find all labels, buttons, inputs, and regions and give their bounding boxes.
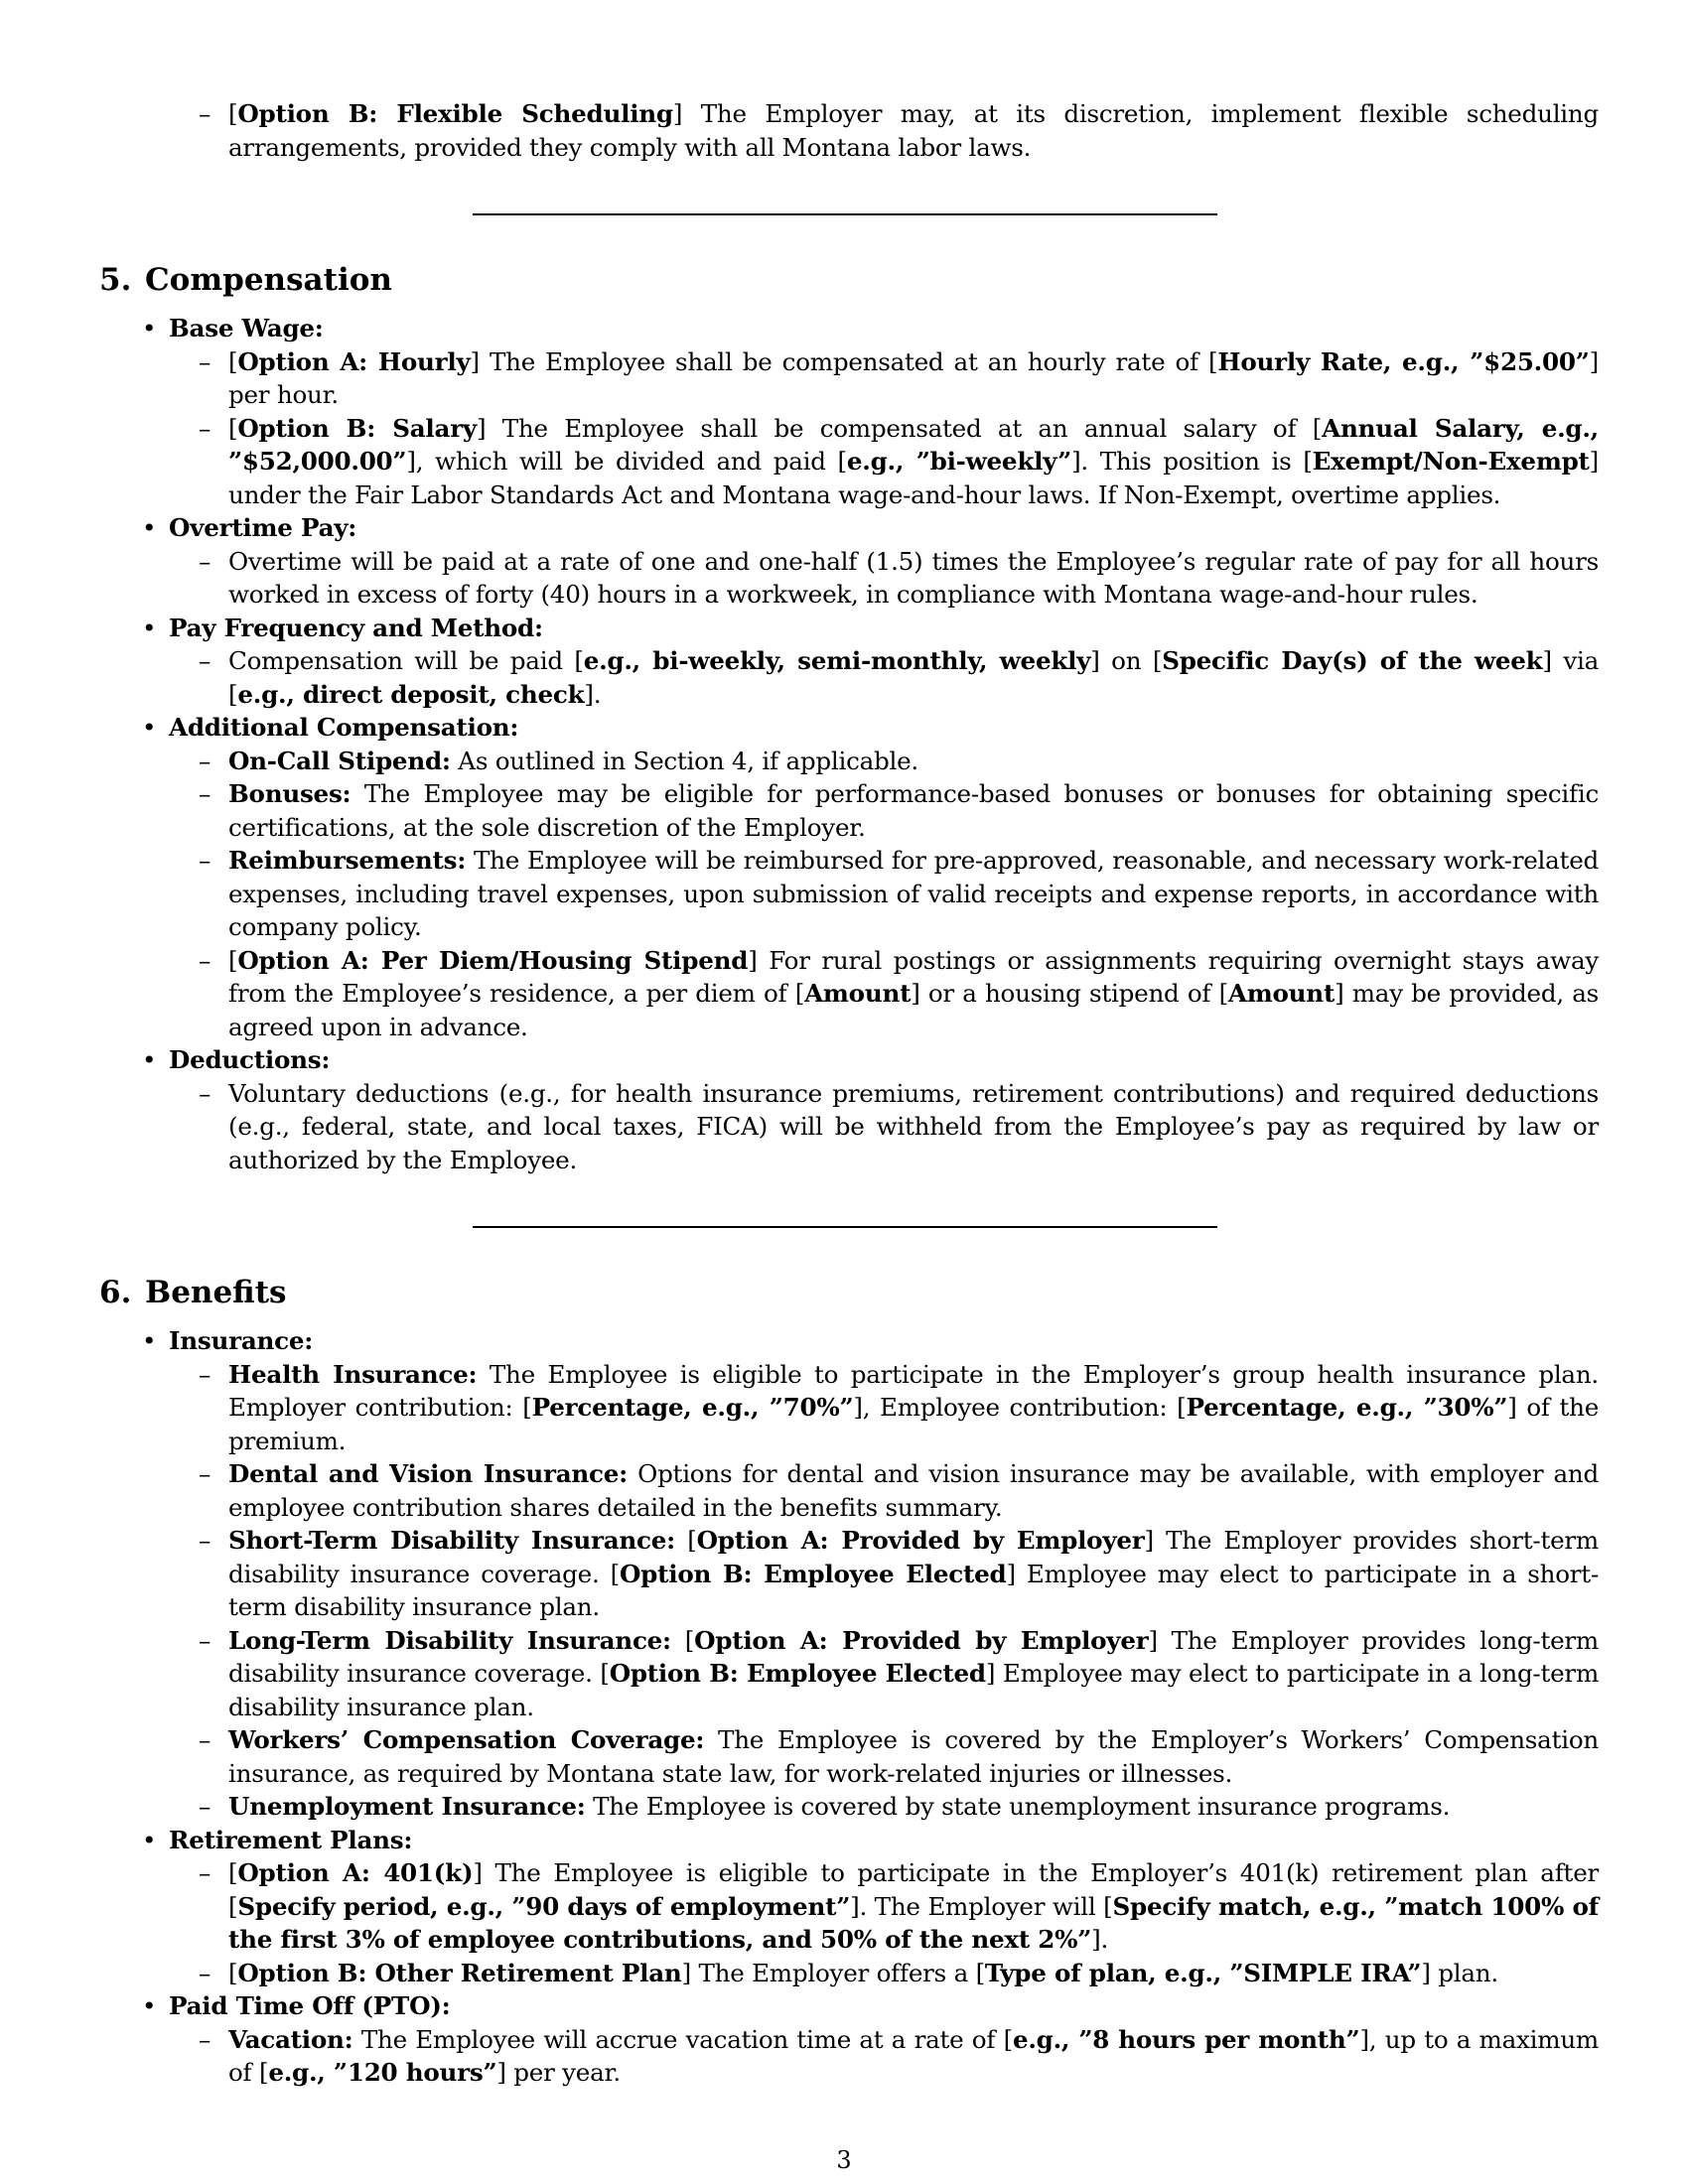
health-insurance-item: – Health Insurance: The Employee is eligible to participate in the Employer’s group health insurance plan. Employer contribution: [Percentage, e.g., ”70%”], Employee contribution: [Percentage, e.g., ”30%”] of the premium.	[228, 1358, 1599, 1458]
item-label: Reimbursements:	[228, 846, 467, 875]
placeholder-field: Annual Salary, e.g., ”$52,000.00”	[228, 413, 1599, 476]
option-label: Option A: Per Diem/Housing Stipend	[237, 945, 749, 975]
placeholder-field: Specify period, e.g., ”90 days of employment”	[237, 1891, 851, 1921]
placeholder-field: Specify match, e.g., ”match 100% of the first 3% of employee contributions, and 50% of the next 2%”	[228, 1891, 1599, 1954]
item-text: The Employee shall be compensated at an annual salary of	[486, 413, 1313, 443]
overtime-heading: • Overtime Pay:	[169, 511, 1599, 545]
item-text: , up to a maximum of	[228, 2024, 1599, 2087]
additional-compensation-heading: • Additional Compensation:	[169, 711, 1599, 745]
section-number: 6.	[99, 1275, 132, 1310]
section-title: Compensation	[145, 262, 392, 298]
item-label: Unemployment Insurance:	[228, 1792, 586, 1821]
overtime-item: – Overtime will be paid at a rate of one and one-half (1.5) times the Employee’s regular rate of pay for all hours worked in excess of forty (40) hours in a workweek, in compliance with Montana wage-and-hour rules.	[228, 545, 1599, 612]
option-label: Option A: 401(k)	[237, 1858, 474, 1887]
bonuses-item	[228, 777, 1599, 844]
placeholder-field: Amount	[804, 979, 912, 1008]
option-label: Option A: Provided by Employer	[694, 1625, 1149, 1655]
item-text: The Employee is eligible to participate in the Employer’s 401(k) retirement plan after	[482, 1858, 1600, 1887]
placeholder-field: e.g., ”120 hours”	[268, 2058, 497, 2087]
placeholder-field: Hourly Rate, e.g., ”$25.00”	[1217, 346, 1590, 376]
pay-frequency-item: – Compensation will be paid [e.g., bi-weekly, semi-monthly, weekly] on [Specific Day(s) of the week] via [e.g., direct deposit, check].	[228, 644, 1599, 711]
item-text: .	[1100, 1925, 1109, 1954]
item-text: The Employee is eligible to participate in the Employer’s group health insurance plan. Employer contribution:	[228, 1359, 1600, 1422]
item-label: Short-Term Disability Insurance:	[228, 1526, 676, 1555]
dental-vision-item	[228, 1457, 1599, 1524]
item-label: Workers’ Compensation Coverage:	[228, 1725, 705, 1754]
placeholder-field: Specific Day(s) of the week	[1162, 646, 1543, 675]
section-heading-benefits	[99, 1273, 1599, 1312]
flexible-scheduling-item: – [Option B: Flexible Scheduling] The Employer may, at its discretion, implement flexible scheduling arrangements, provided they comply with all Montana labor laws.	[228, 97, 1599, 164]
option-label: Option B: Other Retirement Plan	[237, 1958, 682, 1987]
placeholder-field: Amount	[1227, 979, 1336, 1008]
item-text: For rural postings or assignments requiring overnight stays away from the Employee’s residence, a per diem of	[228, 945, 1599, 1008]
other-retirement-option-item: – [Option B: Other Retirement Plan] The Employer offers a [Type of plan, e.g., ”SIMPLE IRA”] plan.	[228, 1957, 1599, 1990]
page-content	[99, 97, 1599, 2090]
item-text: The Employee will accrue vacation time at a rate of	[352, 2024, 1004, 2054]
base-wage-heading: • Base Wage:	[169, 312, 1599, 345]
item-label: Vacation:	[228, 2024, 353, 2054]
item-text: , which will be divided and paid	[415, 447, 838, 476]
item-text: via	[1551, 646, 1600, 675]
item-label: Bonuses:	[228, 779, 352, 808]
option-label: Option B: Employee Elected	[609, 1659, 986, 1688]
item-label: Long-Term Disability Insurance:	[228, 1625, 671, 1655]
reimbursements-item	[228, 844, 1599, 944]
401k-option-item: – [Option A: 401(k)] The Employee is eligible to participate in the Employer’s 401(k) retirement plan after [Specify period, e.g., ”90 days of employment”]. The Employer will [Specify match, e.g., ”match 100% of the first 3% of employee contributions, and 50% of the next 2%”].	[228, 1856, 1599, 1957]
insurance-heading: • Insurance:	[169, 1324, 1599, 1358]
item-text: may be provided, as agreed upon in advance.	[228, 979, 1599, 1041]
item-text: , Employee contribution:	[862, 1393, 1178, 1422]
placeholder-field: e.g., ”8 hours per month”	[1012, 2024, 1360, 2054]
placeholder-field: Percentage, e.g., ”70%”	[531, 1393, 854, 1422]
deductions-heading: • Deductions:	[169, 1043, 1599, 1077]
item-text: The Employee shall be compensated at an hourly rate of	[479, 346, 1209, 376]
deductions-item: – Voluntary deductions (e.g., for health insurance premiums, retirement contributions) and required deductions (e.g., federal, state, and local taxes, FICA) will be withheld from the Employee’s pay as required by law or authorized by the Employee.	[228, 1077, 1599, 1177]
option-label: Option B: Salary	[237, 413, 477, 443]
item-label: Health Insurance:	[228, 1359, 478, 1389]
page-number: 3	[836, 2146, 852, 2174]
item-label: On-Call Stipend:	[228, 746, 451, 775]
on-call-stipend-item	[228, 745, 1599, 778]
section-number: 5.	[99, 262, 132, 298]
placeholder-field: Type of plan, e.g., ”SIMPLE IRA”	[984, 1958, 1422, 1987]
item-text: The Employee may be eligible for performance-based bonuses or bonuses for obtaining specific certifications, at the sole discretion of the Employer.	[228, 779, 1599, 842]
workers-compensation-item	[228, 1723, 1599, 1790]
item-text: of the premium.	[228, 1393, 1599, 1455]
item-text: The Employer may, at its discretion, implement flexible scheduling arrangements, provided they comply with all Montana labor laws.	[228, 99, 1600, 162]
placeholder-field: Percentage, e.g., ”30%”	[1186, 1393, 1508, 1422]
placeholder-field: e.g., direct deposit, check	[237, 679, 585, 709]
item-text: Options for dental and vision insurance may be available, with employer and employee contribution shares detailed in the benefits summary.	[228, 1459, 1599, 1522]
item-text: per year.	[505, 2058, 621, 2087]
long-term-disability-item: – Long-Term Disability Insurance: [Option A: Provided by Employer] The Employer provides long-term disability insurance coverage. [Option B: Employee Elected] Employee may elect to participate in a long-term disability insurance plan.	[228, 1624, 1599, 1724]
short-term-disability-item: – Short-Term Disability Insurance: [Option A: Provided by Employer] The Employer provides short-term disability insurance coverage. [Option B: Employee Elected] Employee may elect to participate in a short-term disability insurance plan.	[228, 1524, 1599, 1624]
option-label: Option A: Provided by Employer	[696, 1526, 1145, 1555]
item-text: Employee may elect to participate in a long-term disability insurance plan.	[228, 1659, 1600, 1721]
section-divider	[473, 213, 1217, 215]
item-text: The Employee is covered by the Employer’s Workers’ Compensation insurance, as required by Montana state law, for work-related injuries or illnesses.	[228, 1725, 1599, 1788]
retirement-plans-heading: • Retirement Plans:	[169, 1824, 1599, 1857]
placeholder-field: Exempt/Non-Exempt	[1312, 447, 1590, 476]
vacation-item: – Vacation: The Employee will accrue vacation time at a rate of [e.g., ”8 hours per month”], up to a maximum of [e.g., ”120 hours”] per year.	[228, 2023, 1599, 2090]
item-text: The Employer provides short-term disability insurance coverage.	[228, 1526, 1599, 1588]
item-text: Employee may elect to participate in a short-term disability insurance plan.	[228, 1559, 1599, 1621]
salary-option-item: – [Option B: Salary] The Employee shall be compensated at an annual salary of [Annual Salary, e.g., ”$52,000.00”], which will be divided and paid [e.g., ”bi-weekly”]. This position is [Exempt/Non-Exempt] under the Fair Labor Standards Act and Montana wage-and-hour laws. If Non-Exempt, overtime applies.	[228, 412, 1599, 512]
option-label: Option A: Hourly	[237, 346, 471, 376]
pay-frequency-heading: • Pay Frequency and Method:	[169, 612, 1599, 645]
option-label: Option B: Employee Elected	[620, 1559, 1007, 1588]
item-text: on	[1099, 646, 1153, 675]
placeholder-field: e.g., ”bi-weekly”	[846, 447, 1072, 476]
item-label: Dental and Vision Insurance:	[228, 1459, 628, 1488]
pto-heading: • Paid Time Off (PTO):	[169, 1989, 1599, 2023]
unemployment-insurance-item	[228, 1790, 1599, 1824]
item-text: The Employer offers a	[690, 1958, 976, 1987]
per-diem-item: – [Option A: Per Diem/Housing Stipend] For rural postings or assignments requiring overnight stays away from the Employee’s residence, a per diem of [Amount] or a housing stipend of [Amount] may be provided, as agreed upon in advance.	[228, 944, 1599, 1044]
item-text: Compensation will be paid	[228, 646, 575, 675]
item-text: .	[593, 679, 602, 709]
item-text: per hour.	[228, 380, 339, 409]
item-text: The Employee will be reimbursed for pre-approved, reasonable, and necessary work-related expenses, including travel expenses, upon submission of valid receipts and expense reports, in accordance with company policy.	[228, 846, 1599, 941]
placeholder-field: e.g., bi-weekly, semi-monthly, weekly	[583, 646, 1091, 675]
item-text: . The Employer will	[859, 1891, 1104, 1921]
section-title: Benefits	[145, 1275, 287, 1310]
item-text: The Employee is covered by state unemployment insurance programs.	[585, 1792, 1451, 1821]
hourly-option-item: – [Option A: Hourly] The Employee shall be compensated at an hourly rate of [Hourly Rate, e.g., ”$25.00”] per hour.	[228, 345, 1599, 412]
item-text: plan.	[1430, 1958, 1498, 1987]
section-divider	[473, 1226, 1217, 1228]
item-text: . This position is	[1080, 447, 1304, 476]
item-text: or a housing stipend of	[919, 979, 1219, 1008]
item-text: As outlined in Section 4, if applicable.	[450, 746, 918, 775]
option-label: Option B: Flexible Scheduling	[237, 99, 673, 128]
item-text: under the Fair Labor Standards Act and Montana wage-and-hour laws. If Non-Exempt, overtime applies.	[228, 479, 1501, 509]
section-heading-compensation	[99, 260, 1599, 300]
item-text: The Employer provides long-term disability insurance coverage.	[228, 1625, 1600, 1688]
